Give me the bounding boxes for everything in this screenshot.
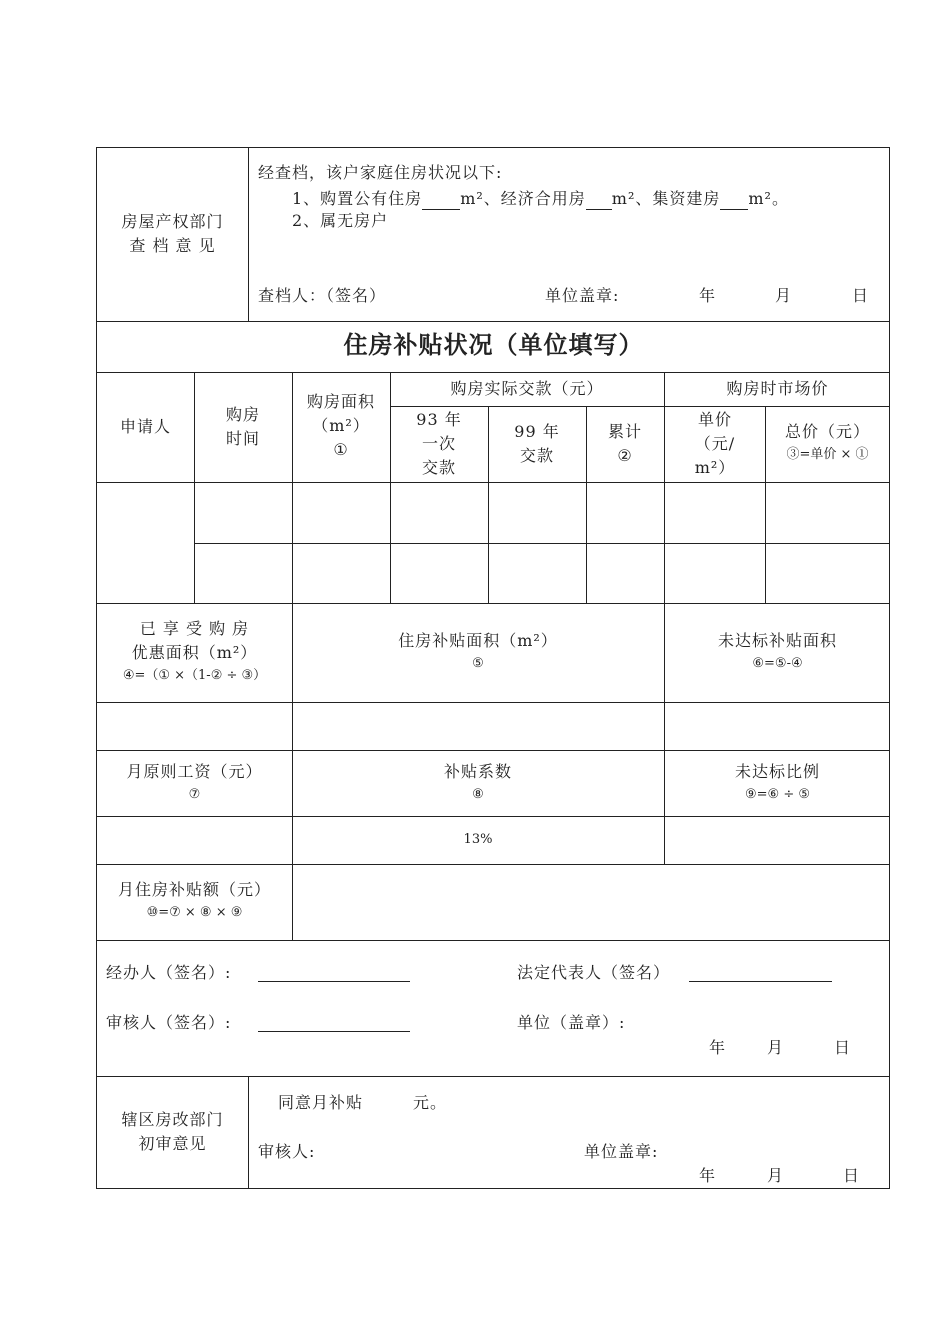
header-buy-time: 购房 时间 xyxy=(225,405,260,448)
header-pay-99: 99 年 交款 xyxy=(514,422,560,465)
checker-signature: 查档人：（签名） xyxy=(258,286,387,305)
subsidy-coefficient-label: 补贴系数 ⑧ xyxy=(443,762,512,802)
rule xyxy=(96,816,890,817)
section-title: 住房补贴状况（单位填写） xyxy=(343,330,644,359)
unit-seal-label: 单位（盖章）: xyxy=(517,1013,626,1032)
date-month: 月 xyxy=(767,1166,785,1185)
legal-rep-signature-line xyxy=(689,981,832,982)
rule xyxy=(96,321,890,322)
rule xyxy=(96,482,890,483)
date-year: 年 xyxy=(699,1166,717,1185)
date-day: 日 xyxy=(834,1038,852,1057)
date-month: 月 xyxy=(767,1038,785,1057)
seal-label: 单位盖章: xyxy=(545,286,620,305)
rule xyxy=(194,543,890,544)
handler-signature: 经办人（签名）: xyxy=(106,963,232,982)
header-payment-group: 购房实际交款（元） xyxy=(450,379,604,398)
rule xyxy=(96,147,890,148)
subsidy-coefficient-value: 13% xyxy=(463,832,493,847)
rule xyxy=(96,702,890,703)
rule xyxy=(96,864,890,865)
header-pay-93: 93 年 一次 交款 xyxy=(416,410,462,477)
rule xyxy=(390,406,890,407)
district-dept-label: 辖区房改部门 初审意见 xyxy=(121,1110,224,1153)
header-unit-price: 单价 （元/ m²） xyxy=(694,410,736,477)
header-applicant: 申请人 xyxy=(119,417,171,436)
property-dept-label: 房屋产权部门 查 档 意 见 xyxy=(121,212,224,255)
rule xyxy=(96,372,890,373)
rule xyxy=(390,372,391,603)
date-month: 月 xyxy=(775,286,793,305)
handler-signature-line xyxy=(258,981,410,982)
enjoyed-area-label: 已 享 受 购 房 优惠面积（m²） ④=（① ×（1-② ÷ ③） xyxy=(122,619,267,683)
date-year: 年 xyxy=(709,1038,727,1057)
final-reviewer: 审核人: xyxy=(258,1142,316,1161)
rule xyxy=(96,603,890,604)
housing-item-2: 2、属无房户 xyxy=(292,211,389,230)
monthly-wage-label: 月原则工资（元） ⑦ xyxy=(126,762,263,802)
rule xyxy=(96,1188,890,1189)
rule xyxy=(248,1076,249,1188)
legal-rep-signature: 法定代表人（签名） xyxy=(517,963,671,982)
rule xyxy=(96,940,890,941)
reviewer-signature-line xyxy=(258,1031,410,1032)
date-year: 年 xyxy=(699,286,717,305)
monthly-subsidy-label: 月住房补贴额（元） ⑩=⑦ × ⑧ × ⑨ xyxy=(117,880,271,920)
final-seal-label: 单位盖章: xyxy=(584,1142,659,1161)
header-total-price: 总价（元） ③=单价 × ① xyxy=(784,422,870,462)
rule xyxy=(96,1076,890,1077)
header-area: 购房面积 （m²） ① xyxy=(306,392,375,459)
shortfall-area-label: 未达标补贴面积 ⑥=⑤-④ xyxy=(717,631,837,671)
reviewer-signature: 审核人（签名）: xyxy=(106,1013,232,1032)
intro-text: 经查档，该户家庭住房状况以下: xyxy=(258,163,503,182)
shortfall-ratio-label: 未达标比例 ⑨=⑥ ÷ ⑤ xyxy=(734,762,820,802)
housing-item-1: 1、购置公有住房 m²、经济合用房 m²、集资建房 m²。 xyxy=(292,189,789,208)
agree-monthly-subsidy: 同意月补贴 元。 xyxy=(278,1093,448,1112)
header-market-group: 购房时市场价 xyxy=(726,379,829,398)
rule xyxy=(96,750,890,751)
date-day: 日 xyxy=(852,286,870,305)
header-cumulative: 累计 ② xyxy=(607,422,642,465)
rule xyxy=(248,147,249,321)
date-day: 日 xyxy=(843,1166,861,1185)
subsidy-area-label: 住房补贴面积（m²） ⑤ xyxy=(398,631,558,671)
